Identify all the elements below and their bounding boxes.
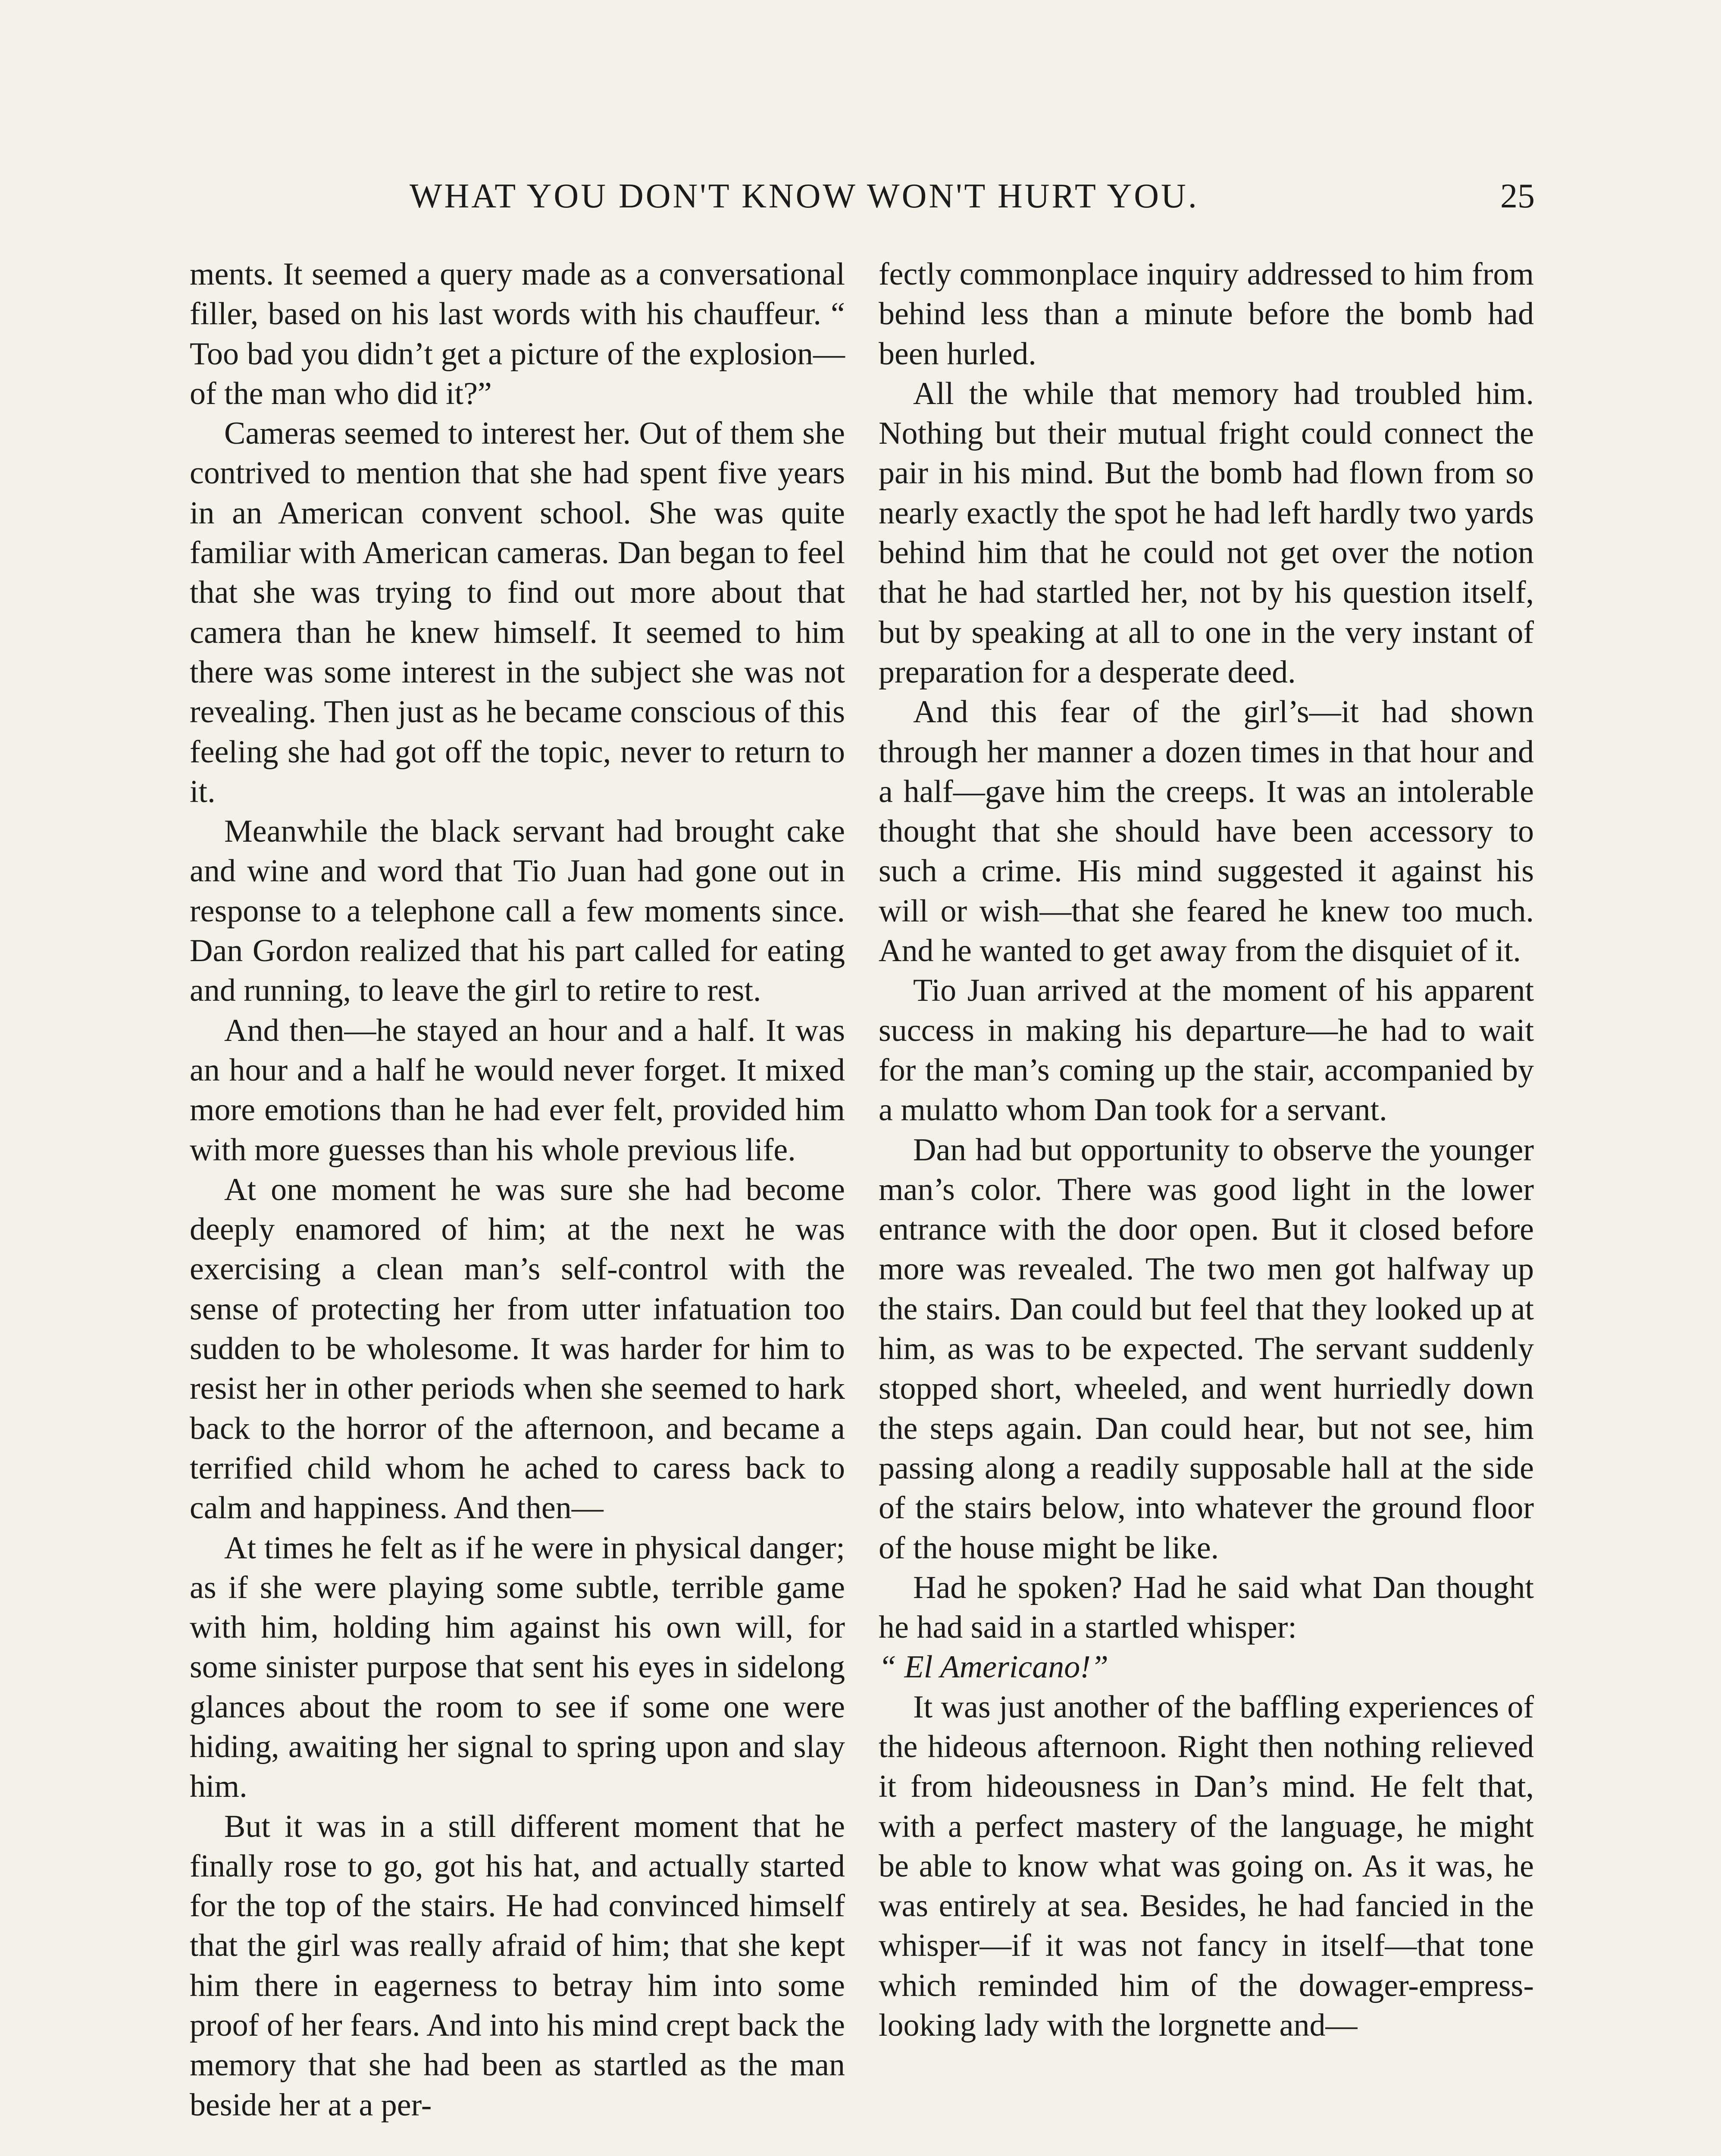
paragraph: At one moment he was sure she had become deeply enamored of him; at the next he was exercising a clean man’s self-control with the sense of protecting her from utter infatuation too sudden to be wholesome. It was harder for him to resist her in other periods when she seemed to hark back to the horror of the afternoon, and became a terrified child whom he ached to caress back to calm and happiness. And then— xyxy=(190,1172,845,1526)
paragraph: It was just another of the baffling experiences of the hideous afternoon. Right then nothing relieved it from hideousness in Dan’s mind. He felt that, with a perfect mastery of the language, he might be able to know what was going on. As it was, he was entirely at sea. Besides, he had fancied in the whisper—if it was not fancy in itself—that tone which reminded him of the dowager-empress-looking lady with the lorgnette and— xyxy=(879,1689,1534,2043)
paragraph: At times he felt as if he were in physical danger; as if she were playing some subtle, terrible game with him, holding him against his own will, for some sinister purpose that sent his eyes in sidelong glances about the room to see if some one were hiding, awaiting her signal to spring upon and slay him. xyxy=(190,1530,845,1805)
right-column xyxy=(879,254,1534,2045)
paragraph: And this fear of the girl’s—it had shown through her manner a dozen times in that hour and a half—gave him the creeps. It was an intolerable thought that she should have been accessory to such a crime. His mind suggested it against his will or wish—that she feared he knew too much. And he wanted to get away from the disquiet of it. xyxy=(879,694,1534,969)
paragraph: Cameras seemed to interest her. Out of them she contrived to mention that she had spent five years in an American convent school. She was quite familiar with American cameras. Dan began to feel that she was trying to find out more about that camera than he knew himself. It seemed to him there was some interest in the subject she was not revealing. Then just as he became conscious of this feeling she had got off the topic, never to return to it. xyxy=(190,416,845,809)
left-column xyxy=(190,254,845,2125)
paragraph: All the while that memory had troubled him. Nothing but their mutual fright could connect the pair in his mind. But the bomb had flown from so nearly exactly the spot he had left hardly two yards behind him that he could not get over the notion that he had startled her, not by his question itself, but by speaking at all to one in the very instant of preparation for a desperate deed. xyxy=(879,376,1534,690)
paragraph: Meanwhile the black servant had brought cake and wine and word that Tio Juan had gone out in response to a telephone call a few moments since. Dan Gordon realized that his part called for eating and running, to leave the girl to retire to rest. xyxy=(190,814,845,1009)
paragraph: Tio Juan arrived at the moment of his apparent success in making his departure—he had to wait for the man’s coming up the stair, accompanied by a mulatto whom Dan took for a servant. xyxy=(879,973,1534,1128)
paragraph: Had he spoken? Had he said what Dan thought he had said in a startled whisper: xyxy=(879,1570,1534,1645)
paragraph: But it was in a still different moment that he finally rose to go, got his hat, and actually started for the top of the stairs. He had convinced himself that the girl was really afraid of him; that she kept him there in eagerness to betray him into some proof of her fears. And into his mind crept back the memory that she had been as startled as the man beside her at a per- xyxy=(190,1808,845,2123)
page-number: 25 xyxy=(1500,177,1535,215)
exclamation-line: “ El Americano!” xyxy=(879,1649,1109,1685)
paragraph: And then—he stayed an hour and a half. It was an hour and a half he would never forget. It mixed more emotions than he had ever felt, provided him with more guesses than his whole previous life. xyxy=(190,1012,845,1168)
paragraph: ments. It seemed a query made as a conversational filler, based on his last words with his chauffeur. “ Too bad you didn’t get a picture of the explosion—of the man who did it?” xyxy=(190,257,845,411)
page-header xyxy=(190,177,1535,229)
paragraph: Dan had but opportunity to observe the younger man’s color. There was good light in the lower entrance with the door open. But it closed before more was revealed. The two men got halfway up the stairs. Dan could but feel that they looked up at him, as was to be expected. The servant suddenly stopped short, wheeled, and went hurriedly down the steps again. Dan could hear, but not see, him passing along a readily supposable hall at the side of the stairs below, into whatever the ground floor of the house might be like. xyxy=(879,1132,1534,1566)
running-title: WHAT YOU DON'T KNOW WON'T HURT YOU. xyxy=(410,177,1199,215)
paragraph: fectly commonplace inquiry addressed to him from behind less than a minute before the bomb had been hurled. xyxy=(879,257,1534,372)
